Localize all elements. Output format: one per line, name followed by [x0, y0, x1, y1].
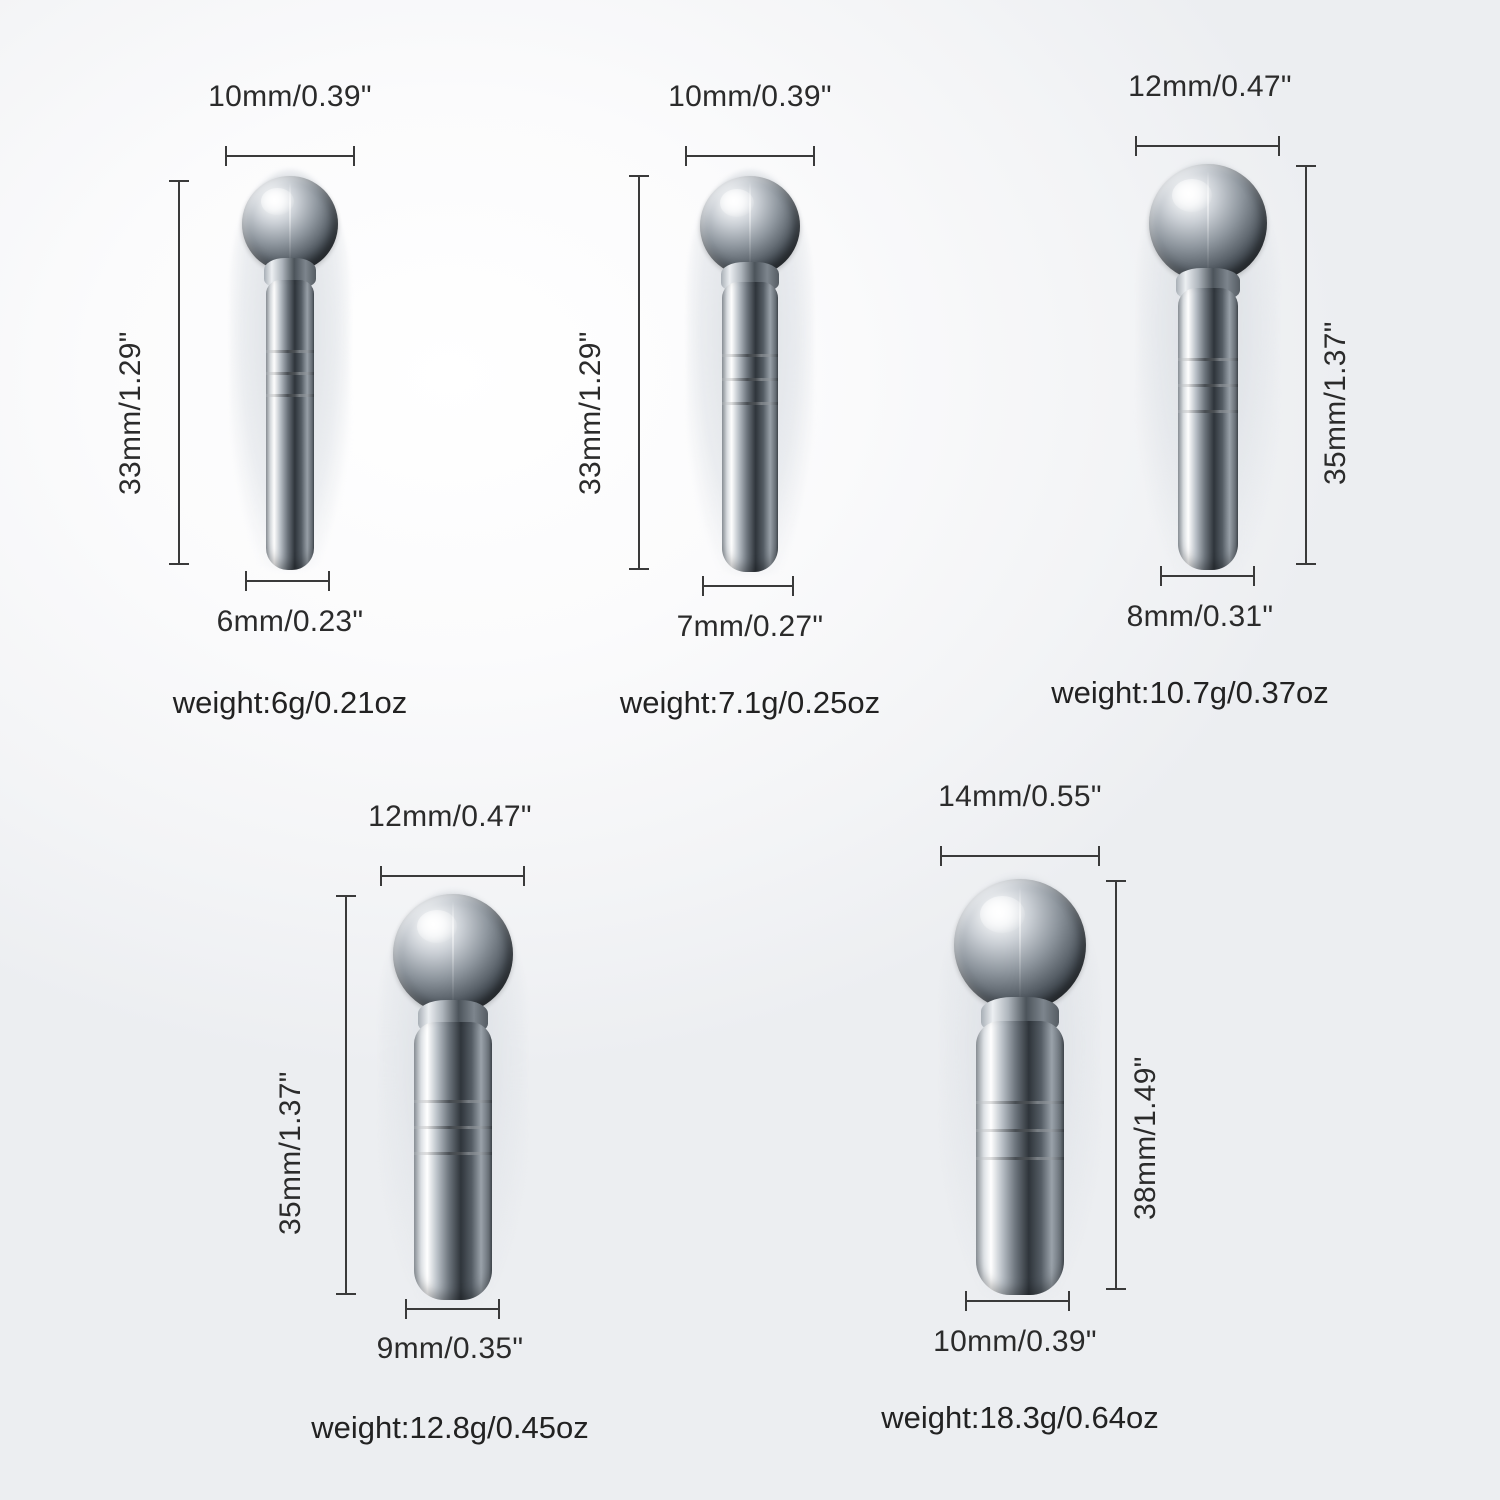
item-1-length-dimension-label: 33mm/1.29": [114, 331, 147, 495]
item-4-ball-head: [393, 894, 513, 1014]
item-2-ball-head: [700, 176, 800, 276]
item-3-bottom-dimension-label: 8mm/0.31": [1126, 600, 1274, 633]
item-4-top-dimension-label: 12mm/0.47": [368, 800, 532, 833]
item-5-bottom-dimension-label: 10mm/0.39": [933, 1325, 1097, 1358]
item-2-shaft: [722, 282, 778, 572]
item-5-ring: [976, 1157, 1064, 1160]
item-2-top-measure-bar: [685, 155, 815, 157]
item-4-product-image: [380, 890, 525, 1300]
item-2-top-dimension-label: 10mm/0.39": [668, 80, 832, 113]
item-2-ring: [722, 402, 778, 405]
item-3-ball-head: [1149, 164, 1267, 282]
item-4-length-dimension-label: 35mm/1.37": [274, 1071, 307, 1235]
item-5-product-image: [940, 875, 1100, 1295]
item-2-bottom-measure-bar: [702, 585, 794, 587]
item-2-length-dimension-label: 33mm/1.29": [574, 331, 607, 495]
item-4-ring: [414, 1100, 492, 1103]
item-4-seam: [452, 901, 454, 1007]
item-3-ring: [1178, 410, 1238, 413]
product-item-2: [574, 70, 920, 750]
item-5-top-measure-bar: [940, 855, 1100, 857]
item-3-length-dimension-label: 35mm/1.37": [1319, 321, 1352, 485]
item-1-bottom-measure-bar: [245, 580, 330, 582]
item-4-shaft: [414, 1022, 492, 1300]
item-4-bottom-measure-bar: [405, 1308, 500, 1310]
item-3-shaft: [1178, 288, 1238, 570]
product-item-3: [1040, 50, 1380, 750]
item-1-length-measure-bar: [178, 180, 180, 565]
item-1-weight-label: weight:6g/0.21oz: [172, 685, 408, 720]
item-5-weight-label: weight:18.3g/0.64oz: [881, 1400, 1159, 1435]
item-4-top-measure-bar: [380, 875, 525, 877]
item-5-ball-head: [954, 879, 1086, 1011]
item-3-bottom-measure-bar: [1160, 575, 1255, 577]
item-1-ring: [266, 350, 314, 353]
item-2-product-image: [685, 170, 815, 570]
product-item-5: [840, 760, 1220, 1490]
item-2-ring: [722, 378, 778, 381]
item-5-ring: [976, 1101, 1064, 1104]
item-1-shaft: [266, 280, 314, 570]
item-5-bottom-measure-bar: [965, 1300, 1070, 1302]
item-2-bottom-dimension-label: 7mm/0.27": [676, 610, 824, 643]
item-1-ring: [266, 372, 314, 375]
item-1-product-image: [225, 170, 355, 570]
item-1-top-dimension-label: 10mm/0.39": [208, 80, 372, 113]
item-2-seam: [749, 182, 751, 270]
item-3-ring: [1178, 358, 1238, 361]
item-1-bottom-dimension-label: 6mm/0.23": [216, 605, 364, 638]
product-item-4: [270, 790, 630, 1490]
item-3-weight-label: weight:10.7g/0.37oz: [1051, 675, 1329, 710]
product-item-1: [114, 70, 460, 750]
item-2-weight-label: weight:7.1g/0.25oz: [619, 685, 881, 720]
item-2-length-measure-bar: [638, 175, 640, 570]
item-5-ring: [976, 1129, 1064, 1132]
item-3-length-measure-bar: [1305, 165, 1307, 565]
item-1-ring: [266, 394, 314, 397]
item-3-ring: [1178, 384, 1238, 387]
item-5-length-dimension-label: 38mm/1.49": [1129, 1056, 1162, 1220]
item-5-seam: [1019, 887, 1021, 1003]
item-4-ring: [414, 1126, 492, 1129]
item-2-ring: [722, 354, 778, 357]
item-5-top-dimension-label: 14mm/0.55": [938, 780, 1102, 813]
item-4-length-measure-bar: [345, 895, 347, 1295]
item-4-weight-label: weight:12.8g/0.45oz: [311, 1410, 589, 1445]
item-3-top-measure-bar: [1135, 145, 1280, 147]
item-5-shaft: [976, 1021, 1064, 1295]
item-1-seam: [289, 182, 291, 266]
item-1-top-measure-bar: [225, 155, 355, 157]
item-3-top-dimension-label: 12mm/0.47": [1128, 70, 1292, 103]
item-3-product-image: [1135, 160, 1280, 570]
item-5-length-measure-bar: [1115, 880, 1117, 1290]
item-3-seam: [1207, 171, 1209, 275]
item-4-bottom-dimension-label: 9mm/0.35": [376, 1332, 524, 1365]
item-4-ring: [414, 1152, 492, 1155]
